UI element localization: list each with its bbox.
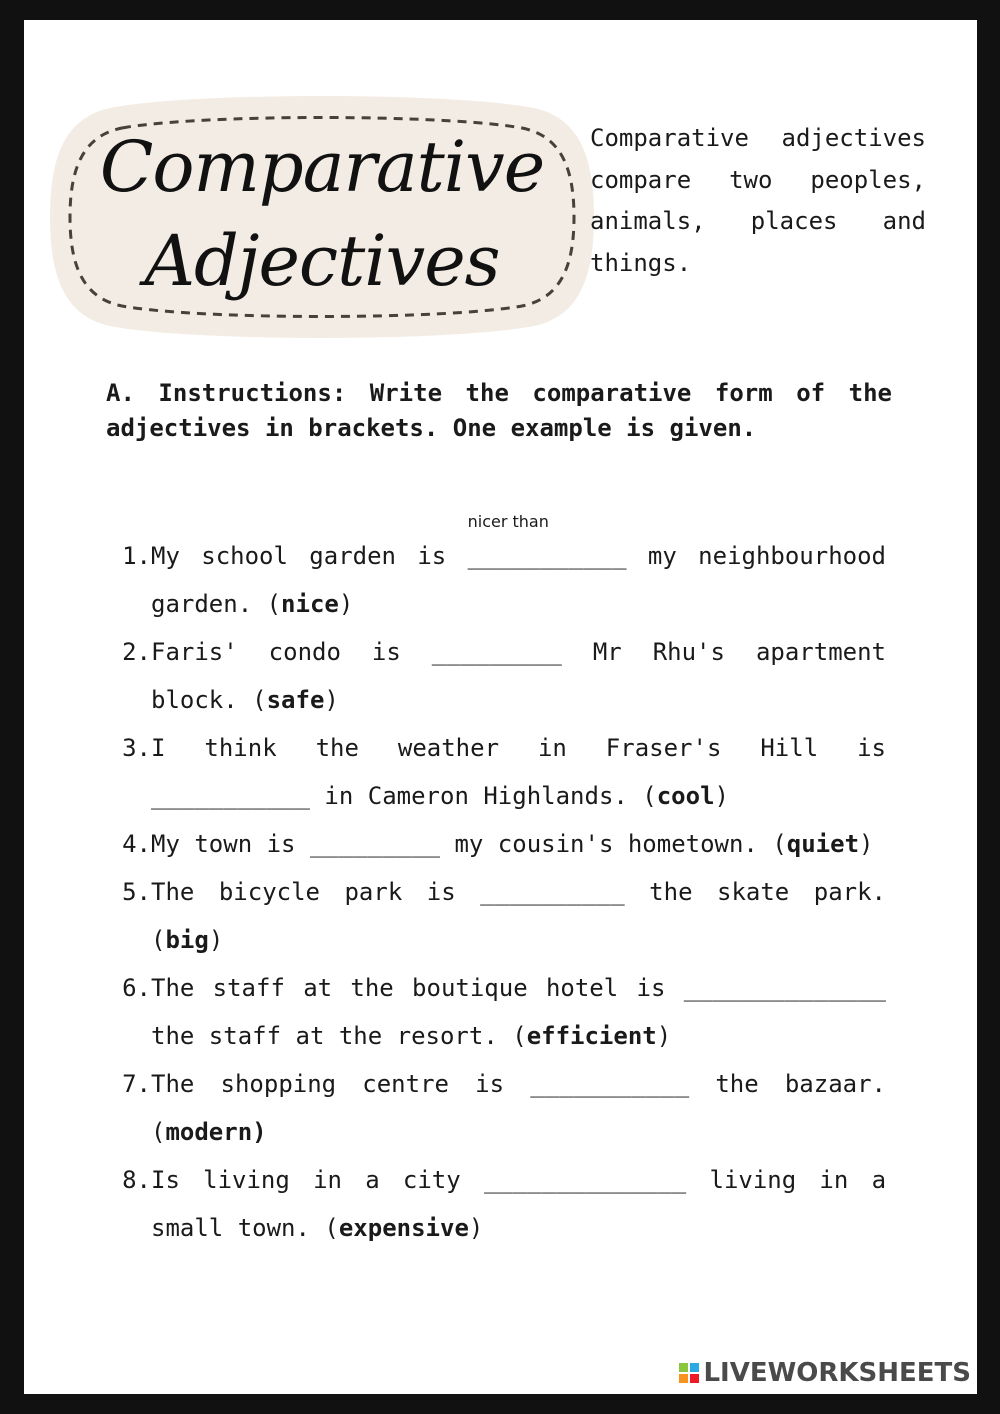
adjective-hint: big: [165, 926, 209, 954]
blank-line: ___________: [530, 1070, 690, 1098]
question-text: [151, 512, 887, 628]
question-number: 5.: [122, 878, 151, 906]
question-text-before: The staff at the boutique hotel is: [151, 974, 684, 1002]
question-text-after: the skate park. (: [151, 878, 886, 954]
adjective-hint: efficient: [526, 1022, 657, 1050]
liveworksheets-logo-icon: [679, 1363, 699, 1383]
blank-line: __________: [480, 878, 625, 906]
question-text-after: the staff at the resort. (: [151, 1022, 527, 1050]
question-number: 6.: [122, 974, 151, 1002]
question-list: [106, 512, 887, 1252]
answer-blank[interactable]: [530, 1060, 689, 1108]
question-text-after: in Cameron Highlands. (: [309, 782, 657, 810]
answer-blank[interactable]: [310, 820, 440, 868]
adjective-hint: safe: [266, 686, 325, 714]
closing-bracket: ): [468, 1214, 484, 1242]
question-item: [106, 512, 887, 628]
answer-text: nicer than: [467, 512, 549, 531]
answer-blank[interactable]: [484, 1156, 686, 1204]
question-item: [106, 1060, 886, 1156]
blank-line: ______________: [483, 1166, 687, 1194]
liveworksheets-watermark: [679, 1358, 971, 1388]
question-text: [151, 1156, 886, 1252]
question-item: [106, 964, 886, 1060]
question-number: 3.: [122, 734, 151, 762]
closing-bracket: ): [208, 926, 224, 954]
adjective-hint: expensive: [338, 1214, 469, 1242]
description-text: Comparative adjectives compare two peoples, animals, places and things.: [590, 124, 926, 277]
question-text-before: The shopping centre is: [151, 1070, 531, 1098]
closing-bracket: ): [859, 830, 874, 858]
closing-bracket: ): [338, 590, 354, 618]
question-text-before: My school garden is: [151, 542, 468, 570]
question-item: [106, 868, 886, 964]
blank-line: ___________: [467, 542, 627, 570]
question-text-before: My town is: [151, 830, 310, 858]
question-text: [151, 1060, 886, 1156]
question-text-after: Mr Rhu's apartment block. (: [151, 638, 886, 714]
question-number: 7.: [122, 1070, 151, 1098]
closing-bracket: ): [714, 782, 729, 810]
answer-blank[interactable]: [467, 512, 627, 580]
question-item: [106, 628, 886, 724]
answer-blank[interactable]: [480, 868, 625, 916]
watermark-text: LIVEWORKSHEETS: [703, 1358, 971, 1388]
question-text: [151, 724, 886, 820]
question-text-after: living in a small town. (: [151, 1166, 887, 1242]
instructions-text: A. Instructions: Write the comparative form of the adjectives in brackets. One example is given.: [106, 379, 892, 442]
adjective-hint: modern): [165, 1118, 267, 1146]
blank-line: ______________: [683, 974, 886, 1002]
blank-line: _________: [431, 638, 562, 666]
title-line-1: Comparative: [99, 126, 545, 208]
question-text-before: Faris' condo is: [151, 638, 432, 666]
answer-blank[interactable]: [432, 628, 562, 676]
question-text-after: my cousin's hometown. (: [440, 830, 787, 858]
adjective-hint: quiet: [786, 830, 860, 858]
question-text: [151, 820, 886, 868]
logo-square: [690, 1374, 699, 1383]
question-text-before: The bicycle park is: [151, 878, 481, 906]
question-number: 8.: [122, 1166, 151, 1194]
title-badge: [50, 88, 594, 346]
answer-blank[interactable]: [684, 964, 886, 1012]
question-text: [151, 628, 886, 724]
answer-blank[interactable]: [151, 772, 310, 820]
logo-square: [690, 1363, 699, 1372]
blank-line: ___________: [151, 782, 310, 810]
question-number: 2.: [122, 638, 151, 666]
question-number: 4.: [122, 830, 151, 858]
logo-square: [679, 1363, 688, 1372]
question-text-after: my neighbourhood garden. (: [151, 542, 887, 618]
question-text-before: I think the weather in Fraser's Hill is: [151, 734, 886, 762]
closing-bracket: ): [656, 1022, 672, 1050]
question-item: [106, 820, 886, 868]
blank-line: _________: [309, 830, 440, 858]
question-number: 1.: [122, 542, 151, 570]
question-text-after: the bazaar. (: [151, 1070, 886, 1146]
question-text-before: Is living in a city: [151, 1166, 484, 1194]
question-item: [106, 724, 886, 820]
logo-square: [679, 1374, 688, 1383]
question-item: [106, 1156, 886, 1252]
question-text: [151, 868, 886, 964]
closing-bracket: ): [324, 686, 339, 714]
title-line-2: Adjectives: [144, 220, 500, 302]
adjective-hint: nice: [281, 590, 339, 618]
worksheet-page: [24, 20, 977, 1394]
question-text: [151, 964, 886, 1060]
adjective-hint: cool: [656, 782, 715, 810]
